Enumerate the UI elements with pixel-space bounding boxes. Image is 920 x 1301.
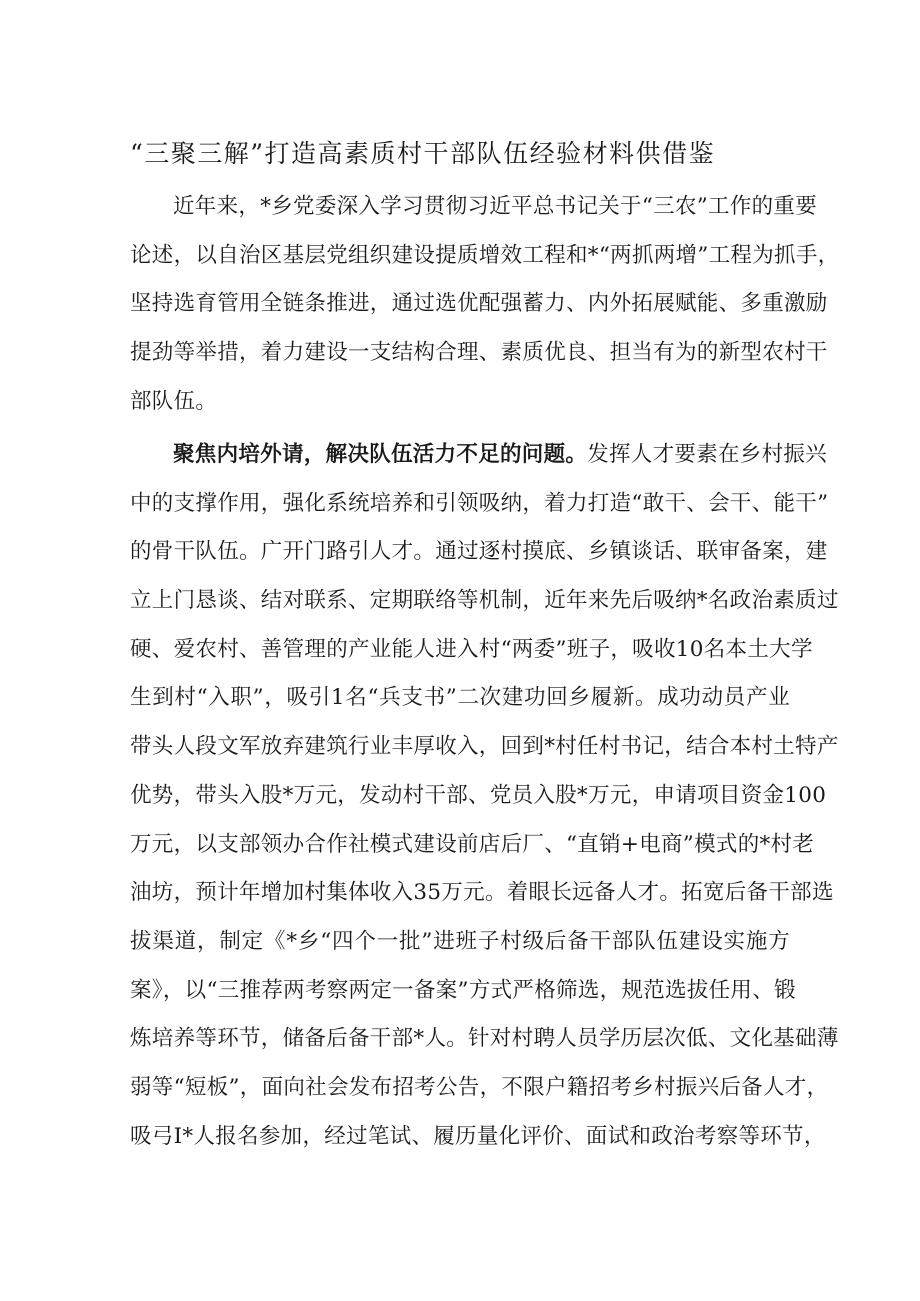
text-line: 的骨干队伍。广开门路引人才。通过逐村摸底、乡镇谈话、联审备案，建 — [130, 539, 828, 565]
text-line: 部队伍。 — [130, 388, 218, 414]
text-line: 油坊，预计年增加村集体收入35万元。着眼长远备人才。拓宽后备干部选 — [130, 880, 834, 906]
text-line: 万元，以支部领办合作社模式建设前店后厂、“直销+电商”模式的*村老 — [130, 831, 815, 857]
text-line: 生到村“入职”，吸引1名“兵支书”二次建功回乡履新。成功动员产业 — [130, 685, 790, 711]
text-line: 坚持选育管用全链条推进，通过选优配强蓄力、内外拓展赋能、多重激励 — [130, 291, 828, 317]
text-line: 论述，以自治区基层党组织建设提质增效工程和*“两抓两增”工程为抓手， — [130, 242, 840, 268]
text-line: 拔渠道，制定《*乡“四个一批”进班子村级后备干部队伍建设实施方 — [130, 928, 790, 954]
text-line: 优势，带头入股*万元，发动村干部、党员入股*万元，申请项目资金100 — [130, 782, 827, 808]
section-heading: 聚焦内培外请，解决队伍活力不足的问题。 — [173, 442, 588, 467]
text-line: 提劲等举措，着力建设一支结构合理、素质优良、担当有为的新型农村干 — [130, 340, 828, 366]
section-heading-continuation: 发挥人才要素在乡村振兴 — [587, 442, 828, 467]
paragraph-section-1 — [130, 431, 839, 1161]
text-line: 案》，以“三推荐两考察两定一备案”方式严格筛选，规范选拔任用、锻 — [130, 977, 796, 1003]
text-line: 炼培养等环节，储备后备干部*人。针对村聘人员学历层次低、文化基础薄 — [130, 1026, 839, 1052]
paragraph-intro — [130, 183, 840, 426]
text-line: 弱等“短板”，面向社会发布招考公告，不限户籍招考乡村振兴后备人才， — [130, 1074, 829, 1100]
text-line — [130, 431, 828, 480]
text-line: 带头人段文军放弃建筑行业丰厚收入，回到*村任村书记，结合本村土特产 — [130, 734, 839, 760]
text-line: 近年来，*乡党委深入学习贯彻习近平总书记关于“三农”工作的重要 — [173, 194, 818, 219]
text-line: 硬、爱农村、善管理的产业能人进入村“两委”班子，吸收10名本土大学 — [130, 636, 813, 662]
text-line: 立上门恳谈、结对联系、定期联络等机制，近年来先后吸纳*名政治素质过 — [130, 588, 839, 614]
document-title: “三聚三解”打造高素质村干部队伍经验材料供借鉴 — [130, 139, 716, 168]
text-line: 吸弓I*人报名参加，经过笔试、履历量化评价、面试和政治考察等环节， — [130, 1123, 826, 1149]
text-line: 中的支撑作用，强化系统培养和引领吸纳，着力打造“敢干、会干、能干” — [130, 490, 829, 516]
